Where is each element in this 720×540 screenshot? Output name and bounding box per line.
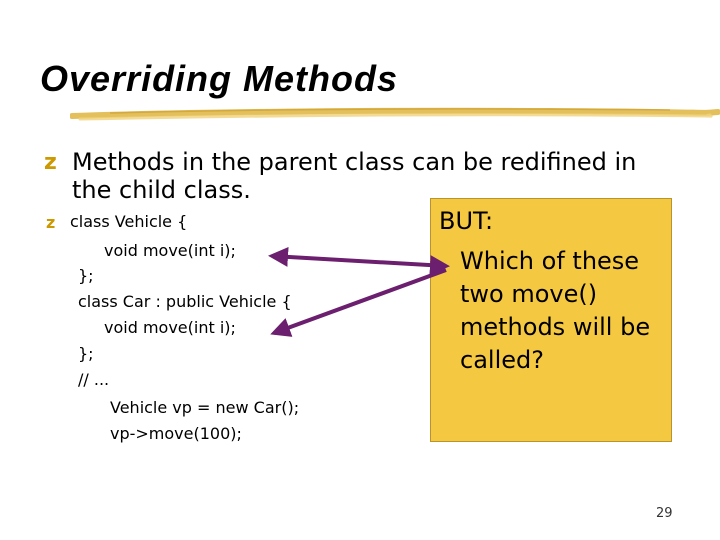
code-line: class Vehicle { [70, 212, 188, 231]
code-line: class Car : public Vehicle { [78, 292, 292, 311]
arrow-to-vehicle-move [272, 256, 446, 266]
slide-title: Overriding Methods [40, 58, 399, 99]
code-line: // ... [78, 370, 110, 389]
bullet-icon: z [46, 213, 56, 232]
code-line: }; [78, 266, 94, 285]
arrow-to-car-move [274, 270, 446, 333]
bullet-text: Methods in the parent class can be redifined in the child class. [72, 148, 637, 204]
code-line: }; [78, 344, 94, 363]
code-line: Vehicle vp = new Car(); [110, 398, 300, 417]
code-line: void move(int i); [104, 318, 236, 337]
bullet-icon: z [44, 150, 57, 175]
callout-body: Which of these two move() methods will be called? [460, 247, 651, 374]
callout-heading: BUT: [439, 207, 494, 235]
code-line: void move(int i); [104, 241, 236, 260]
code-line: vp->move(100); [110, 424, 242, 443]
page-number: 29 [656, 506, 673, 521]
